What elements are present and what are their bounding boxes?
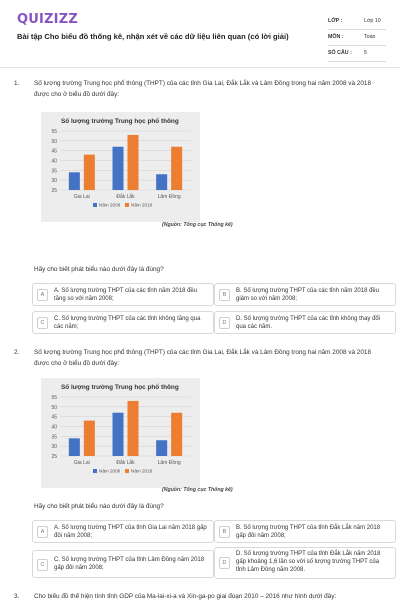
- question-prompt: Hãy cho biết phát biểu nào dưới đây là đúng?: [34, 266, 164, 273]
- chart-plot: [41, 392, 200, 488]
- legend-swatch: [93, 469, 97, 473]
- y-tick-label: 40: [51, 424, 57, 431]
- bar-2018: [171, 147, 182, 190]
- y-tick-label: 35: [51, 168, 57, 175]
- option-letter: D: [219, 557, 230, 569]
- y-tick-label: 45: [51, 148, 57, 155]
- answer-option-b[interactable]: [214, 520, 396, 543]
- option-letter: C: [37, 317, 48, 329]
- y-tick-label: 55: [51, 395, 57, 401]
- meta-value: Toán: [364, 34, 376, 40]
- answer-option-a[interactable]: [32, 520, 214, 543]
- y-tick-label: 25: [51, 188, 57, 194]
- chart-plot: [41, 126, 200, 222]
- x-tick-label: Gia Lai: [73, 194, 90, 200]
- x-tick-label: Đắk Lắk: [116, 194, 135, 200]
- bar-2018: [84, 155, 95, 190]
- meta-row-count: [328, 46, 386, 62]
- bar-2018: [84, 421, 95, 456]
- y-tick-label: 50: [51, 404, 57, 411]
- bar-chart: [41, 112, 200, 222]
- option-text: D. Số lượng trường THPT của các tỉnh không thay đổi qua các năm.: [236, 316, 381, 330]
- meta-row-subject: [328, 30, 386, 46]
- bar-2018: [128, 135, 139, 190]
- y-tick-label: 45: [51, 414, 57, 421]
- answer-option-d[interactable]: [214, 311, 396, 334]
- worksheet-header: [0, 0, 400, 68]
- legend-label: Năm 2008: [99, 468, 121, 474]
- bar-2008: [156, 440, 167, 456]
- option-text: B. Số lượng trường THPT của các tỉnh năm 2018 đều giảm so với năm 2008;: [236, 288, 380, 302]
- bar-2018: [171, 413, 182, 456]
- x-tick-label: Gia Lai: [73, 460, 90, 466]
- y-tick-label: 50: [51, 138, 57, 145]
- meta-label: MÔN :: [328, 34, 344, 40]
- meta-value: Lớp 10: [364, 18, 381, 24]
- bar-2018: [128, 401, 139, 456]
- question-number: 2.: [14, 349, 20, 356]
- x-tick-label: Lâm Đồng: [157, 194, 181, 200]
- bar-2008: [69, 172, 80, 190]
- y-tick-label: 25: [51, 454, 57, 460]
- bar-chart: [41, 378, 200, 488]
- chart-title: Số lượng trường Trung học phổ thông: [61, 384, 179, 391]
- legend-swatch: [93, 203, 97, 207]
- x-tick-label: Lâm Đồng: [157, 460, 181, 466]
- quizizz-logo[interactable]: QUIZIZZ: [17, 12, 78, 27]
- chart-title: Số lượng trường Trung học phổ thông: [61, 118, 179, 125]
- answer-option-c[interactable]: [32, 550, 214, 578]
- option-letter: B: [219, 526, 230, 538]
- document-title: Bài tập Cho biểu đồ thống kê, nhận xét về các dữ liệu liên quan (có lời giải): [17, 32, 289, 41]
- option-letter: C: [37, 559, 48, 571]
- option-letter: B: [219, 289, 230, 301]
- chart-source: (Nguồn: Tổng cục Thống kê): [162, 222, 233, 228]
- legend-swatch: [125, 203, 129, 207]
- question-prompt: Hãy cho biết phát biểu nào dưới đây là đúng?: [34, 503, 164, 510]
- answer-option-b[interactable]: [214, 283, 396, 306]
- meta-value: 5: [364, 50, 367, 56]
- bar-2008: [113, 147, 124, 190]
- legend-label: Năm 2018: [131, 202, 153, 208]
- option-letter: D: [219, 317, 230, 329]
- legend-label: Năm 2008: [99, 202, 121, 208]
- bar-2008: [156, 174, 167, 190]
- option-text: C. Số lượng trường THPT của tỉnh Lâm Đồng năm 2018 gấp đôi năm 2008;: [54, 557, 205, 571]
- bar-2008: [69, 438, 80, 456]
- question-number: 1.: [14, 80, 20, 87]
- question-text: Số lượng trường Trung học phổ thông (THPT) của các tỉnh Gia Lai, Đắk Lắk và Lâm Đồng trong hai năm 2008 và 2018 được cho ở biểu đồ dưới đây:: [34, 80, 372, 98]
- y-tick-label: 55: [51, 129, 57, 135]
- y-tick-label: 40: [51, 158, 57, 165]
- option-text: C. Số lượng trường THPT của các tỉnh không tăng qua các năm;: [54, 316, 201, 330]
- meta-table: [328, 14, 386, 62]
- meta-row-grade: [328, 14, 386, 30]
- bar-2008: [113, 413, 124, 456]
- option-text: B. Số lượng trường THPT của tỉnh Đắk Lắk năm 2018 gấp đôi năm 2008;: [236, 525, 381, 539]
- question-3-text: Cho biểu đồ thể hiện tính tỉnh GDP của Ma-lai-xi-a và Xin-ga-po giai đoạn 2010 – 2016 như hình dưới đây:: [34, 593, 337, 600]
- answer-option-d[interactable]: [214, 547, 396, 579]
- option-letter: A: [37, 526, 48, 538]
- answer-option-c[interactable]: [32, 311, 214, 334]
- meta-label: LỚP :: [328, 18, 343, 24]
- x-tick-label: Đắk Lắk: [116, 460, 135, 466]
- y-tick-label: 35: [51, 434, 57, 441]
- option-text: D. Số lượng trường THPT của tỉnh Đắk Lắk năm 2018 gấp khoảng 1,6 lần so với số lượng trường THPT của tỉnh Lâm Đồng năm 2008.: [236, 551, 381, 573]
- question-text: Số lượng trường Trung học phổ thông (THPT) của các tỉnh Gia Lai, Đắk Lắk và Lâm Đồng trong hai năm 2008 và 2018 được cho ở biểu đồ dưới đây:: [34, 349, 372, 367]
- chart-source: (Nguồn: Tổng cục Thống kê): [162, 487, 233, 493]
- meta-label: SỐ CÂU :: [328, 50, 352, 56]
- question-number: 3.: [14, 593, 20, 600]
- legend-label: Năm 2018: [131, 468, 153, 474]
- option-text: A. Số lượng trường THPT của tỉnh Gia Lai năm 2018 gấp đôi năm 2008;: [54, 525, 207, 539]
- legend-swatch: [125, 469, 129, 473]
- y-tick-label: 30: [51, 178, 57, 185]
- answer-option-a[interactable]: [32, 283, 214, 306]
- option-text: A. Số lượng trường THPT của các tỉnh năm 2018 đều tăng so với năm 2008;: [54, 288, 198, 302]
- option-letter: A: [37, 289, 48, 301]
- y-tick-label: 30: [51, 444, 57, 451]
